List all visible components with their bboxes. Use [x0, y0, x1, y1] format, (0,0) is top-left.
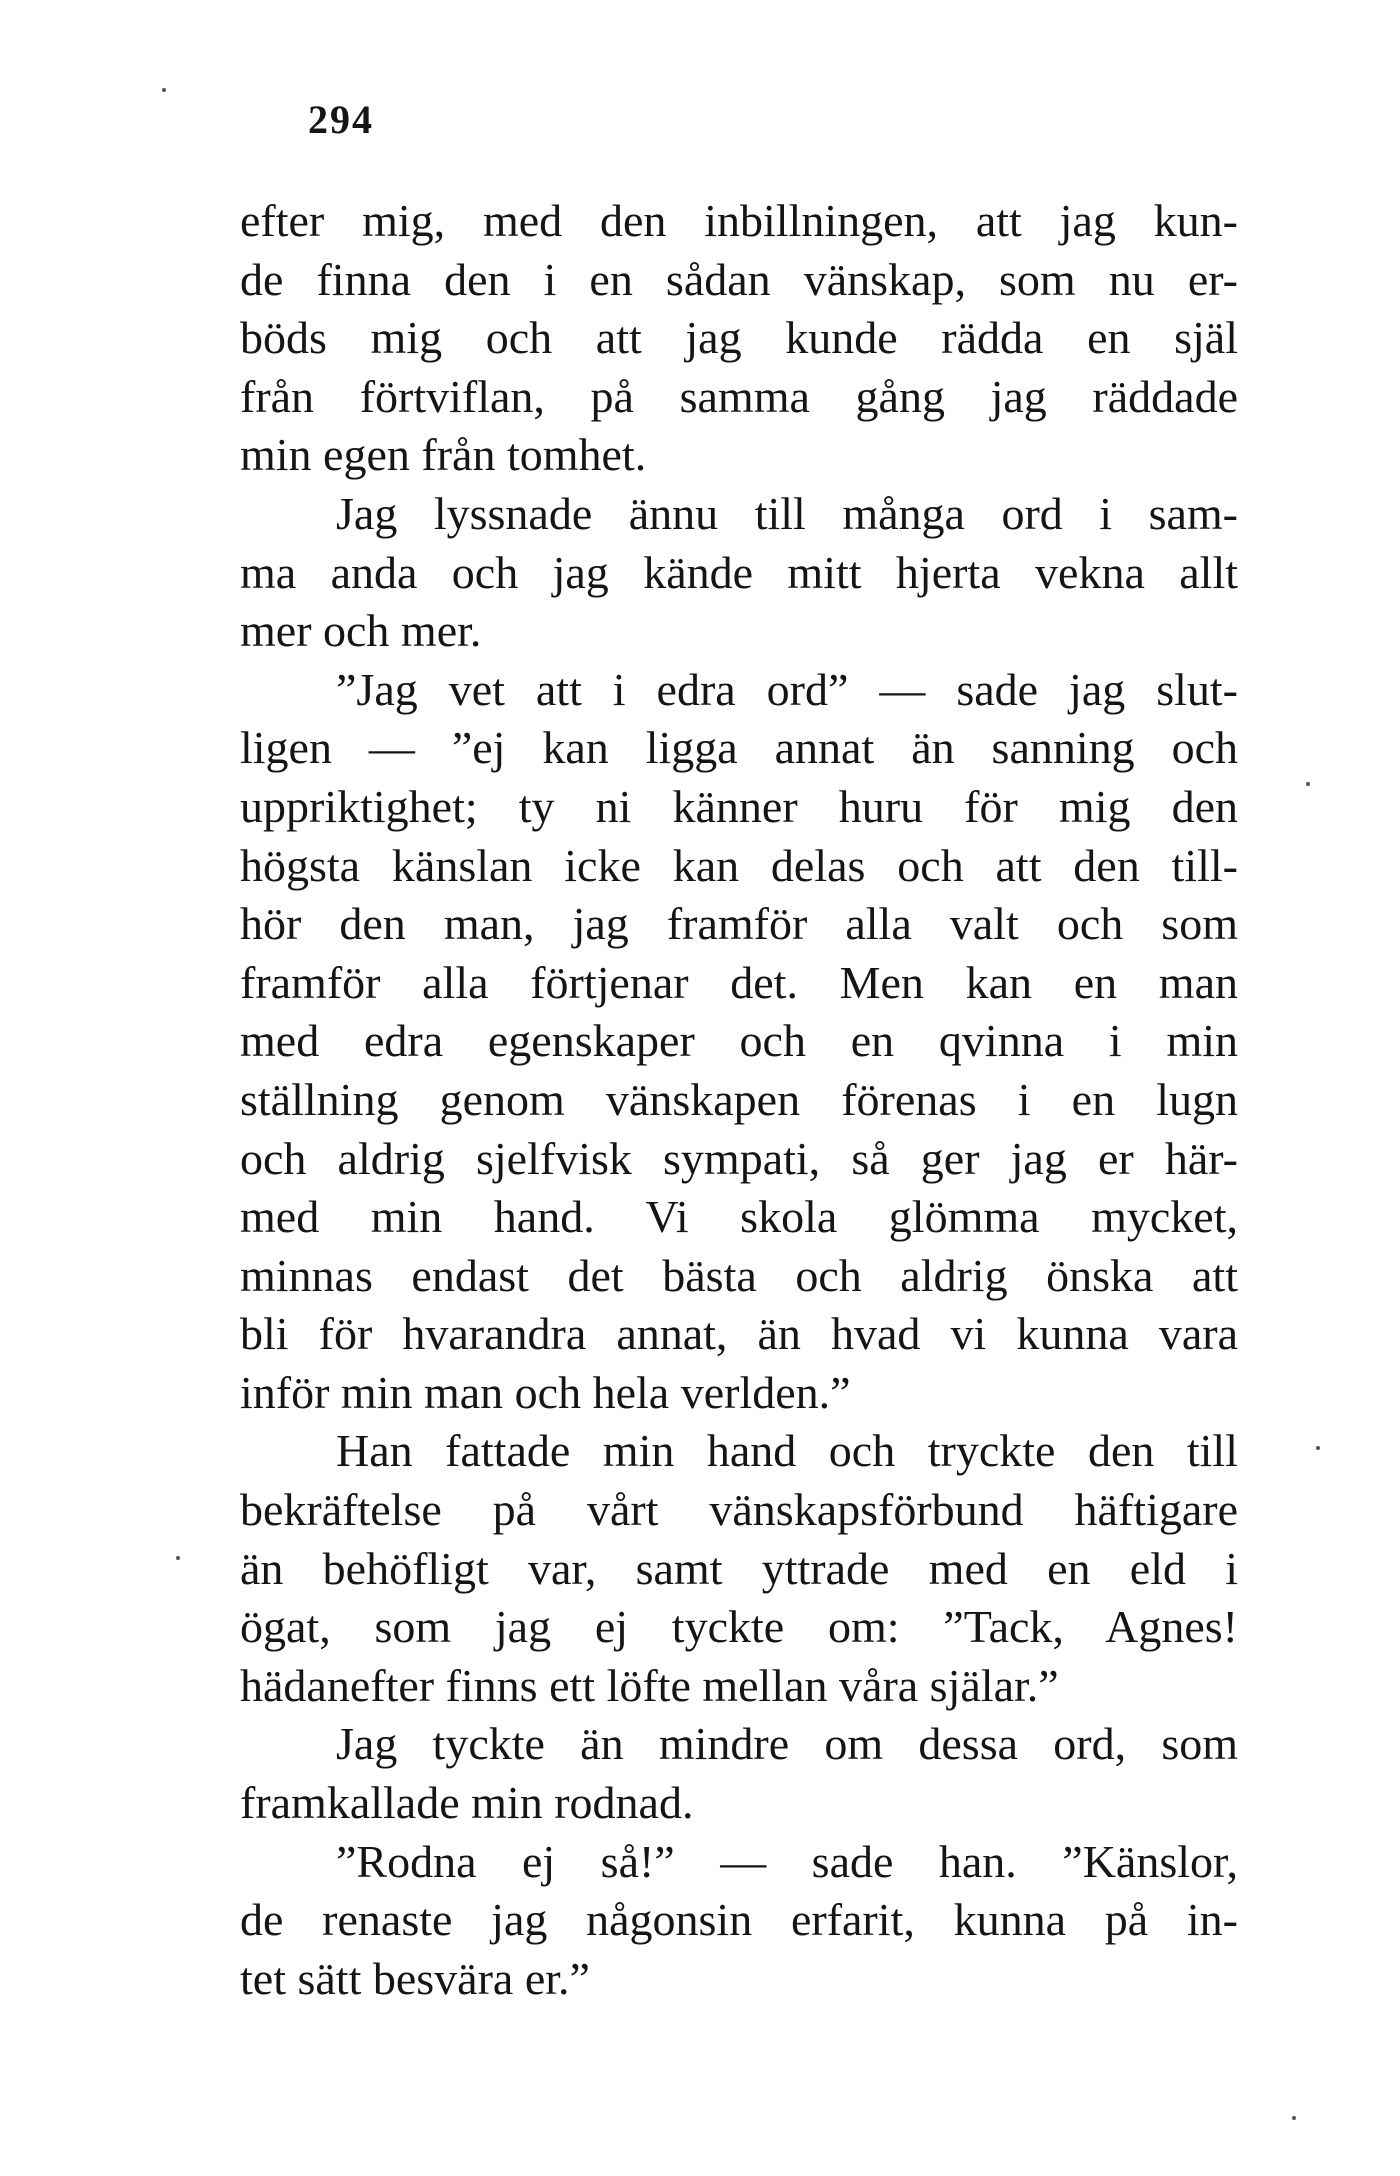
text-line: hör den man, jag framför alla valt och som — [240, 898, 1238, 950]
text-line: framkallade min rodnad. — [240, 1777, 694, 1829]
text-line: mer och mer. — [240, 605, 482, 657]
print-speck — [1316, 1446, 1320, 1450]
text-line: bli för hvarandra annat, än hvad vi kunna vara — [240, 1308, 1238, 1360]
text-line: böds mig och att jag kunde rädda en själ — [240, 312, 1238, 364]
text-line: Han fattade min hand och tryckte den till — [336, 1425, 1238, 1477]
text-line: tet sätt besvära er.” — [240, 1952, 590, 2004]
print-speck — [162, 88, 166, 92]
text-line: hädanefter finns ett löfte mellan våra själar.” — [240, 1659, 1059, 1711]
print-speck — [176, 1556, 180, 1560]
text-line: än behöfligt var, samt yttrade med en eld i — [240, 1542, 1238, 1594]
text-line: framför alla förtjenar det. Men kan en man — [240, 956, 1238, 1008]
text-line: och aldrig sjelfvisk sympati, så ger jag er här- — [240, 1132, 1238, 1184]
text-line: de finna den i en sådan vänskap, som nu er- — [240, 253, 1238, 305]
text-line: ”Rodna ej så!” — sade han. ”Känslor, — [336, 1835, 1238, 1887]
text-line: högsta känslan icke kan delas och att den till- — [240, 839, 1238, 891]
text-line: Jag lyssnade ännu till många ord i sam- — [336, 487, 1238, 539]
text-line: med edra egenskaper och en qvinna i min — [240, 1015, 1238, 1067]
text-line: de renaste jag någonsin erfarit, kunna på in- — [240, 1894, 1238, 1946]
text-line: Jag tyckte än mindre om dessa ord, som — [336, 1718, 1238, 1770]
text-line: ”Jag vet att i edra ord” — sade jag slut- — [336, 663, 1238, 715]
text-line: inför min man och hela verlden.” — [240, 1366, 851, 1418]
print-speck — [1292, 2116, 1296, 2120]
text-line: med min hand. Vi skola glömma mycket, — [240, 1191, 1238, 1243]
text-line: uppriktighet; ty ni känner huru för mig den — [240, 780, 1238, 832]
text-line: minnas endast det bästa och aldrig önska att — [240, 1249, 1238, 1301]
body-text — [240, 192, 1238, 2008]
text-line: från förtviflan, på samma gång jag räddade — [240, 370, 1238, 422]
print-speck — [1306, 782, 1310, 786]
text-line: bekräftelse på vårt vänskapsförbund häftigare — [240, 1484, 1238, 1536]
page-number: 294 — [308, 97, 374, 142]
text-line: ögat, som jag ej tyckte om: ”Tack, Agnes! — [240, 1601, 1238, 1653]
text-line: ma anda och jag kände mitt hjerta vekna allt — [240, 546, 1238, 598]
text-line: ställning genom vänskapen förenas i en lugn — [240, 1073, 1238, 1125]
text-line: min egen från tomhet. — [240, 429, 647, 481]
text-line: efter mig, med den inbillningen, att jag kun- — [240, 195, 1238, 246]
text-line: ligen — ”ej kan ligga annat än sanning och — [240, 722, 1238, 774]
